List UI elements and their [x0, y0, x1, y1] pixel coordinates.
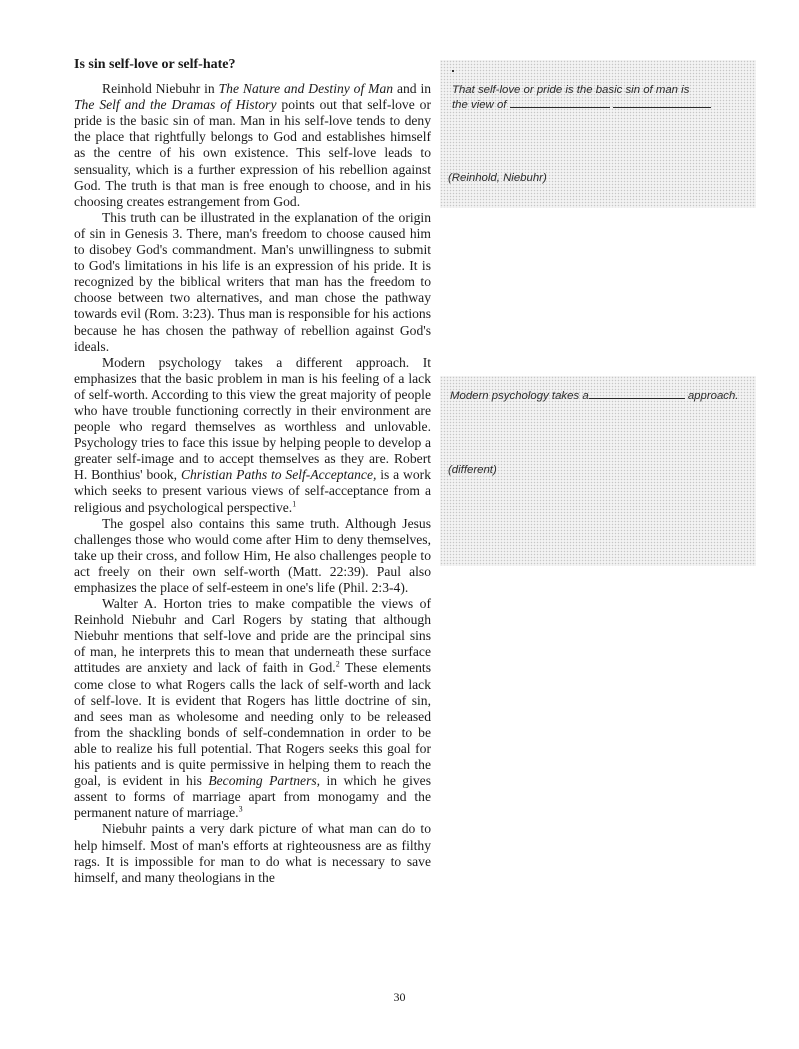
- book-title-nature-destiny: The Nature and Destiny of Man: [218, 81, 394, 97]
- question-2-text: Modern psychology takes a: [450, 390, 589, 402]
- question-1-text: That self-love or pride is the basic sin of man is: [452, 84, 690, 96]
- page-number: 30: [393, 990, 406, 1004]
- paragraph-4: The gospel also contains this same truth. Although Jesus challenges those who would come after Him to deny themselves, take up their cross, and follow Him, He also challenges people to act freely on their own self-worth (Matt. 22:39). Paul also emphasizes the place of self-esteem in one's life (Phil. 2:3-4).: [74, 515, 431, 595]
- book-title-self-dramas: The Self and the Dramas of History: [74, 97, 277, 113]
- footnote-ref-2: 2: [335, 659, 340, 669]
- answer-2: (different): [448, 464, 497, 476]
- p5-text-c: in which he gives assent to forms of marriage apart from monogamy and the permanent nature of marriage.: [74, 773, 431, 821]
- p3-text-a: Modern psychology takes a different approach. It emphasizes that the basic problem in man is his feeling of a lack of self-worth. According to this view the great majority of people who have trouble functioning correctly in their environment are people who regard themselves as worthless and unlovable. Psychology tries to face this issue by helping people to develop a greater self-image and to accept themselves as they are. Robert H. Bonthius' book,: [74, 354, 431, 483]
- book-title-becoming-partners: Becoming Partners,: [208, 773, 321, 789]
- p1-text-b: and in: [393, 81, 432, 97]
- answer-1: (Reinhold, Niebuhr): [448, 172, 547, 184]
- main-text-column: [74, 57, 431, 886]
- paragraph-2: This truth can be illustrated in the explanation of the origin of sin in Genesis 3. There, man's freedom to choose caused him to disobey God's commandment. Man's unwillingness to submit to God's limitations in his life is an expression of his pride. It is recognized by the biblical writers that man has the freedom to choose between two alternatives, and man chose the pathway towards evil (Rom. 3:23). Thus man is responsible for his actions because he has chosen the pathway of rebellion against God's ideals.: [74, 209, 431, 354]
- answer-blank-2[interactable]: [589, 388, 685, 399]
- paragraph-5: [74, 596, 431, 821]
- p1-text-c: points out that self-love or pride is the basic sin of man. Man in his self-love tends to deny the place that rightfully belongs to God and establishes himself as the centre of his own existence. This self-love leads to sensuality, which is a further expression of his rebellion against God. The truth is that man is free enough to choose, and in his choosing creates estrangement from God.: [74, 97, 431, 209]
- answer-blank-1b[interactable]: [613, 97, 711, 108]
- question-1-line-1: [452, 84, 689, 97]
- p5-text-a: Walter A. Horton tries to make compatible the views of Reinhold Niebuhr and Carl Rogers by stating that although Niebuhr mentions that self-love and pride are the principal sins of man, he interprets this to mean that underneath these surface attitudes are anxiety and lack of faith in God.: [74, 596, 431, 676]
- paragraph-6: Niebuhr paints a very dark picture of what man can do to help himself. Most of man's efforts at righteousness are as filthy rags. It is impossible for man to do what is necessary to save himself, and many theologians in the: [74, 821, 431, 885]
- question-1-text-2: the view of: [452, 99, 507, 111]
- section-heading: Is sin self-love or self-hate?: [74, 57, 236, 72]
- answer-blank-1a[interactable]: [510, 97, 610, 108]
- p5-text-b: These elements come close to what Rogers calls the lack of self-worth and lack of self-love. It is evident that Rogers has little doctrine of sin, and sees man as wholesome and needing only to be released from the shackling bonds of self-condemnation in order to be able to realize his full potential. That Rogers seeks this goal for his patients and is quite permissive in helping them to reach the goal, is evident in his: [74, 660, 431, 789]
- paragraph-1: [74, 81, 431, 210]
- question-1-line-2: [452, 97, 711, 112]
- paragraph-3: [74, 355, 431, 516]
- p3-text-b: is a work which seeks to present various views of self-acceptance from a religious and psychological perspective.: [74, 467, 431, 515]
- study-question-box-1: [440, 60, 756, 208]
- footnote-ref-3: 3: [238, 804, 243, 814]
- question-2-end: approach.: [687, 390, 739, 402]
- question-2-line: [450, 388, 739, 403]
- book-title-christian-paths: Christian Paths to Self-Acceptance,: [180, 467, 377, 483]
- p1-text-a: Reinhold Niebuhr in: [102, 81, 219, 97]
- study-question-box-2: [440, 376, 756, 566]
- bullet-mark: [452, 70, 454, 72]
- footnote-ref-1: 1: [292, 499, 297, 508]
